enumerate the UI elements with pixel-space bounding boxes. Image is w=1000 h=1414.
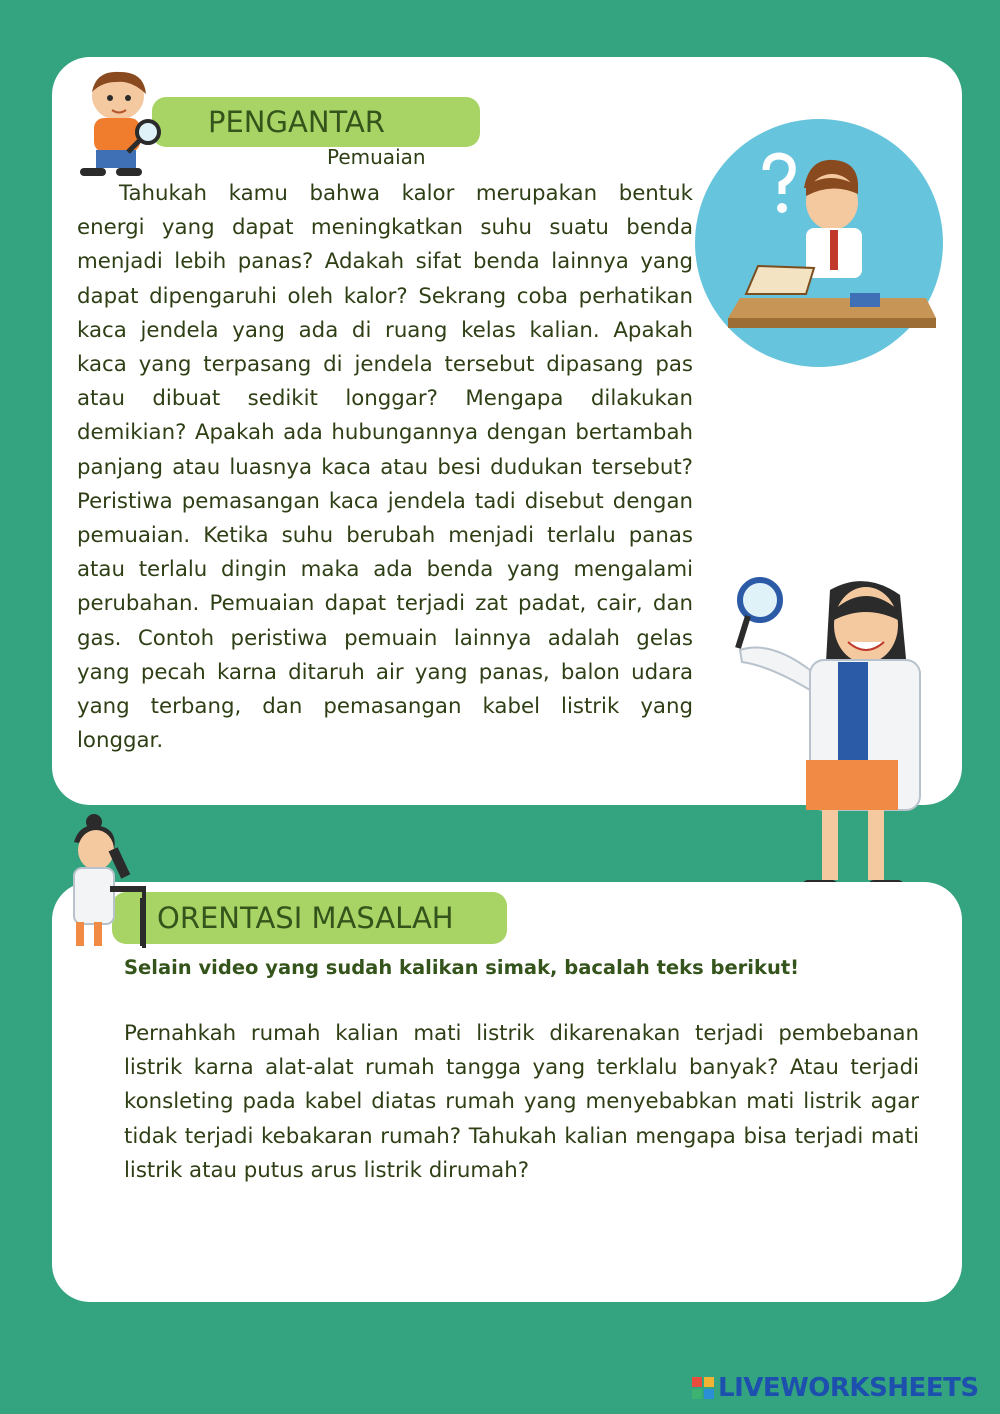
girl-with-microscope-illustration xyxy=(60,812,150,950)
subtitle: Pemuaian xyxy=(327,145,426,169)
instruction-text: Selain video yang sudah kalikan simak, bacalah teks berikut! xyxy=(124,956,800,979)
liveworksheets-logo[interactable] xyxy=(692,1372,979,1404)
problem-paragraph: Pernahkah rumah kalian mati listrik dikarenakan terjadi pembebanan listrik karna alat-alat rumah tangga yang terklalu banyak? Atau terjadi konsleting pada kabel diatas rumah yang menyebabkan mati listrik agar tidak terjadi kebakaran rumah? Tahukah kalian mengapa bisa terjadi mati listrik atau putus arus listrik dirumah? xyxy=(124,1021,919,1183)
section-heading-orientasi xyxy=(112,892,507,944)
boy-with-magnifier-illustration xyxy=(72,68,167,178)
logo-badge-icon xyxy=(692,1377,714,1399)
logo-text: LIVEWORKSHEETS xyxy=(718,1373,979,1403)
girl-scientist-illustration xyxy=(730,570,930,895)
heading-label: ORENTASI MASALAH xyxy=(157,901,454,935)
thinking-student-illustration xyxy=(694,118,944,368)
heading-label: PENGANTAR xyxy=(208,105,385,139)
intro-paragraph: Tahukah kamu bahwa kalor merupakan bentuk energi yang dapat meningkatkan suhu suatu benda menjadi lebih panas? Adakah sifat benda lainnya yang dapat dipengaruhi oleh kalor? Sekrang coba perhatikan kaca jendela yang ada di ruang kelas kalian. Apakah kaca yang terpasang di jendela tersebut dipasang pas atau dibuat sedikit longgar? Mengapa dilakukan demikian? Apakah ada hubungannya dengan bertambah panjang atau luasnya kaca atau besi dudukan tersebut? Peristiwa pemasangan kaca jendela tadi disebut dengan pemuaian. Ketika suhu berubah menjadi terlalu panas atau terlalu dingin maka ada benda yang mengalami perubahan. Pemuaian dapat terjadi zat padat, cair, dan gas. Contoh peristiwa pemuain lainnya adalah gelas yang pecah karna ditaruh air yang panas, balon udara yang terbang, dan pemasangan kabel listrik yang longgar. xyxy=(77,181,693,754)
section-heading-pengantar xyxy=(152,97,480,147)
